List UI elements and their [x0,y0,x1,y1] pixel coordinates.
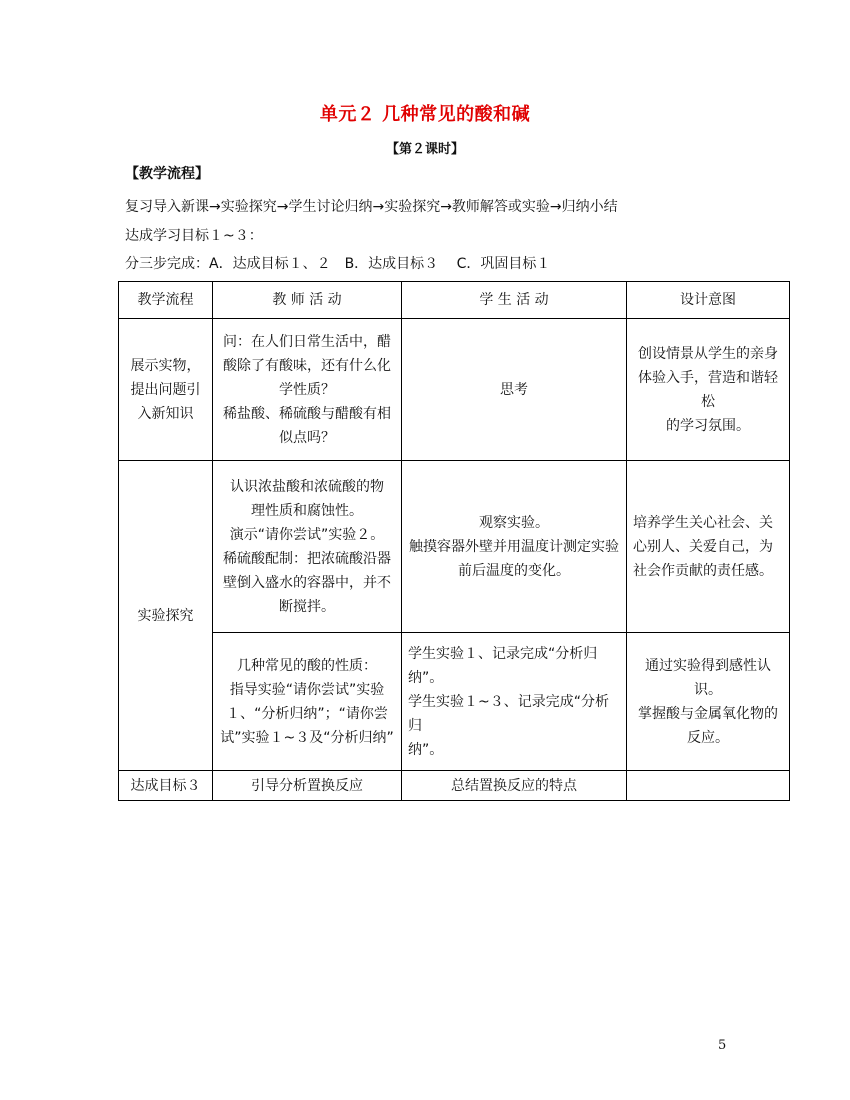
student-activity-cell: 学生实验１、记录完成“分析归纳”。 学生实验１~３、记录完成“分析归 纳”。 [402,633,627,771]
goal-line: 达成学习目标１~３： [125,228,263,244]
stage-cell: 达成目标３ [119,771,213,801]
teacher-activity-cell: 几种常见的酸的性质： 指导实验“请你尝试”实验 １、“分析归纳”；“请你尝 试”实验１~３及“分析归纳” [213,633,402,771]
design-intent-cell: 培养学生关心社会、关 心别人、关爱自己，为 社会作贡献的责任感。 [627,461,790,633]
header-cell: 设计意图 [627,282,790,319]
student-activity-cell: 思考 [402,319,627,461]
design-intent-cell: 创设情景从学生的亲身 体验入手，营造和谐轻松 的学习氛围。 [627,319,790,461]
stage-cell: 展示实物， 提出问题引 入新知识 [119,319,213,461]
steps-line: 分三步完成：A．达成目标１、２ B．达成目标３ C．巩固目标１ [125,256,551,272]
table-row [119,771,790,801]
teacher-activity-cell: 问：在人们日常生活中，醋 酸除了有酸味，还有什么化 学性质？ 稀盐酸、稀硫酸与醋酸有相 似点吗？ [213,319,402,461]
section-heading: 【教学流程】 [125,166,209,182]
stage-cell: 实验探究 [119,461,213,771]
teacher-activity-cell: 引导分析置换反应 [213,771,402,801]
lesson-subtitle: 【第２课时】 [385,142,464,157]
student-activity-cell: 观察实验。 触摸容器外壁并用温度计测定实验 前后温度的变化。 [402,461,627,633]
table-row [119,633,790,771]
design-intent-cell: 通过实验得到感性认识。 掌握酸与金属氧化物的 反应。 [627,633,790,771]
header-cell: 教学流程 [119,282,213,319]
flow-line: 复习导入新课→实验探究→学生讨论归纳→实验探究→教师解答或实验→归纳小结 [125,199,618,215]
page-title: 单元２ 几种常见的酸和碱 [319,104,531,125]
teacher-activity-cell: 认识浓盐酸和浓硫酸的物 理性质和腐蚀性。 演示“请你尝试”实验２。 稀硫酸配制：把浓硫酸沿器 壁倒入盛水的容器中，并不 断搅拌。 [213,461,402,633]
student-activity-cell: 总结置换反应的特点 [402,771,627,801]
page-number: 5 [718,1038,727,1053]
table-header-row [119,282,790,319]
header-cell: 教 师 活 动 [213,282,402,319]
table-row [119,319,790,461]
teaching-flow-table [118,281,790,801]
design-intent-cell [627,771,790,801]
header-cell: 学 生 活 动 [402,282,627,319]
table-row [119,461,790,633]
